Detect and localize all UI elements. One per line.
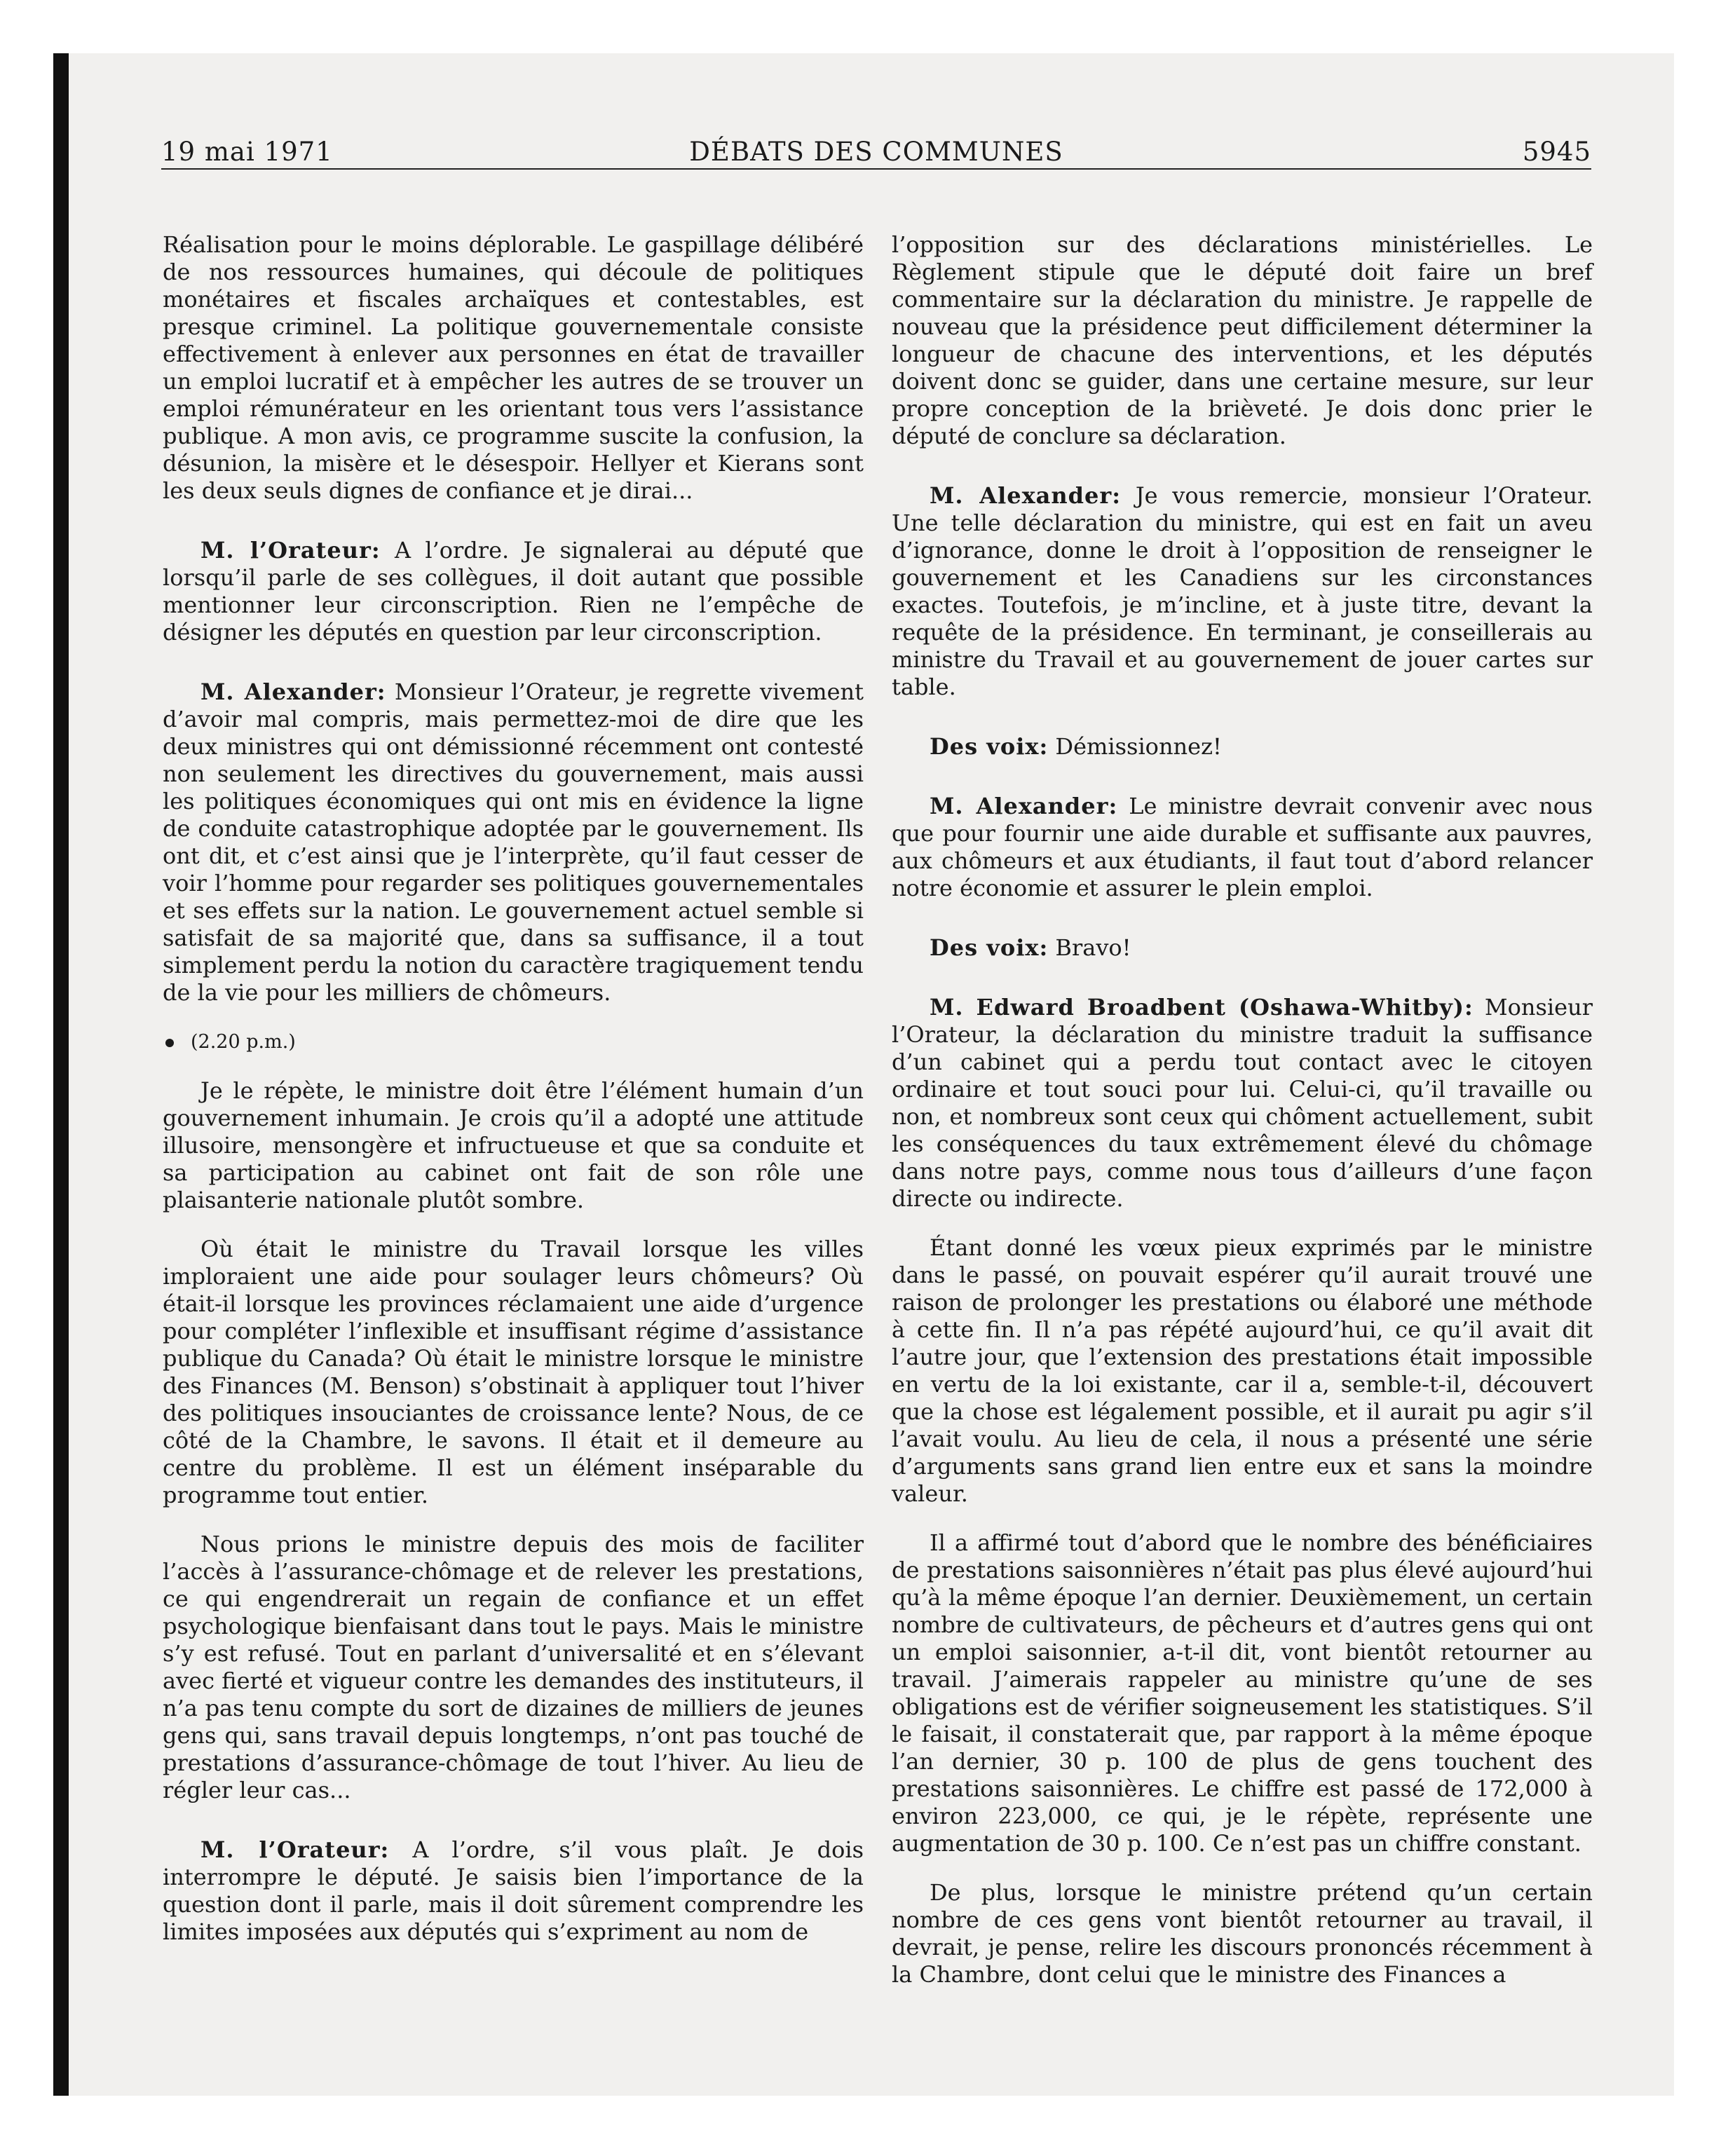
paragraph [892,994,1593,1213]
paragraph [163,537,864,646]
paragraph [892,733,1593,760]
speech-text: Bravo! [1048,934,1131,961]
page-header [161,136,1591,170]
paragraph [892,793,1593,902]
speech-text: A l’ordre, s’il vous plaît. Je dois interrompre le député. Je saisis bien l’importance de la question dont il parle, mais il doit sûrement comprendre les limites imposées aux députés qui s’expriment au nom de [163,1836,864,1945]
speaker-name: M. l’Orateur: [200,537,381,564]
paragraph: Nous prions le ministre depuis des mois de faciliter l’accès à l’assurance-chômage et de relever les prestations, ce qui engendrerait un regain de confiance et un effet psychologique bienfaisant dans tout le pays. Mais le ministre s’y est refusé. Tout en parlant d’universalité et en s’élevant avec fierté et vigueur contre les demandes des instituteurs, il n’a pas tenu compte du sort de dizaines de milliers de jeunes gens qui, sans travail depuis longtemps, n’ont pas touché de prestations d’assurance-chômage de tout l’hiver. Au lieu de régler leur cas... [163,1531,864,1803]
speech-text: Démissionnez! [1048,733,1222,760]
speaker-name: M. Alexander: [930,793,1118,819]
paragraph [892,482,1593,701]
time-marker [163,1028,864,1056]
paragraph: Il a affirmé tout d’abord que le nombre des bénéficiaires de prestations saisonnières n’était pas plus élevé aujourd’hui qu’à la même époque l’an dernier. Deuxièmement, un certain nombre de cultivateurs, de pêcheurs et d’autres gens qui ont un emploi saisonnier, a-t-il dit, vont bientôt retourner au travail. J’aimerais rappeler au ministre qu’une de ses obligations est de vérifier soigneusement les statistiques. S’il le faisait, il constaterait que, par rapport à la même époque l’an dernier, 30 p. 100 de plus de gens touchent des prestations saisonnières. Le chiffre est passé de 172,000 à environ 223,000, ce qui, je le répète, représente une augmentation de 30 p. 100. Ce n’est pas un chiffre constant. [892,1529,1593,1857]
bullet-dot-icon [165,1039,174,1047]
paragraph: Où était le ministre du Travail lorsque les villes imploraient une aide pour soulager leurs chômeurs? Où était-il lorsque les provinces réclamaient une aide d’urgence pour compléter l’inflexible et insuffisant régime d’assistance publique du Canada? Où était le ministre lorsque le ministre des Finances (M. Benson) s’obstinait à appliquer tout l’hiver des politiques insouciantes de croissance lente? Nous, de ce côté de la Chambre, le savons. Il était et il demeure au centre du problème. Il est un élément inséparable du programme tout entier. [163,1236,864,1508]
paragraph: l’opposition sur des déclarations ministérielles. Le Règlement stipule que le député doit faire un bref commentaire sur la déclaration du ministre. Je rappelle de nouveau que la présidence peut difficilement déterminer la longueur de chacune des interventions, et les députés doivent donc se guider, dans une certaine mesure, sur leur propre conception de la brièveté. Je dois donc prier le député de conclure sa déclaration. [892,231,1593,449]
header-date: 19 mai 1971 [161,137,333,167]
page-number: 5945 [1522,137,1591,167]
left-column [163,231,864,1967]
paragraph [163,678,864,1007]
paragraph: De plus, lorsque le ministre prétend qu’un certain nombre de ces gens vont bientôt retourner au travail, il devrait, je pense, relire les discours prononcés récemment à la Chambre, dont celui que le ministre des Finances a [892,1879,1593,1988]
speech-text: Monsieur l’Orateur, la déclaration du ministre traduit la suffisance d’un cabinet qui a perdu tout contact avec le citoyen ordinaire et tout souci pour lui. Celui-ci, qu’il travaille ou non, et nombreux sont ceux qui chôment actuellement, subit les conséquences du taux extrêmement élevé du chômage dans notre pays, comme nous tous d’ailleurs d’une façon directe ou indirecte. [892,994,1593,1212]
speech-text: Je vous remercie, monsieur l’Orateur. Une telle déclaration du ministre, qui est en fait un aveu d’ignorance, donne le droit à l’opposition de renseigner le gouvernement et les Canadiens sur les circonstances exactes. Toutefois, je m’incline, et à juste titre, devant la requête de la présidence. En terminant, je conseillerais au ministre du Travail et au gouvernement de jouer cartes sur table. [892,482,1593,700]
speech-text: A l’ordre. Je signalerai au député que lorsqu’il parle de ses collègues, il doit autant que possible mentionner leur circonscription. Rien ne l’empêche de désigner les députés en question par leur circonscription. [163,537,864,646]
paragraph [163,1836,864,1946]
speaker-name: M. Edward Broadbent (Oshawa-Whitby): [930,994,1474,1021]
paragraph: Je le répète, le ministre doit être l’élément humain d’un gouvernement inhumain. Je crois qu’il a adopté une attitude illusoire, mensongère et infructueuse et que sa conduite et sa participation au cabinet ont fait de son rôle une plaisanterie nationale plutôt sombre. [163,1077,864,1213]
time-text: (2.20 p.m.) [191,1031,296,1053]
right-column [892,231,1593,2010]
paragraph: Réalisation pour le moins déplorable. Le gaspillage délibéré de nos ressources humaines, qui découle de politiques monétaires et fiscales archaïques et contestables, est presque criminel. La politique gouvernementale consiste effectivement à enlever aux personnes en état de travailler un emploi lucratif et à empêcher les autres de se trouver un emploi rémunérateur en les orientant tous vers l’assistance publique. A mon avis, ce programme suscite la confusion, la désunion, la misère et le désespoir. Hellyer et Kierans sont les deux seuls dignes de confiance et je dirai... [163,231,864,504]
speech-text: Le ministre devrait convenir avec nous que pour fournir une aide durable et suffisante aux pauvres, aux chômeurs et aux étudiants, il faut tout d’abord relancer notre économie et assurer le plein emploi. [892,793,1593,901]
paragraph [892,934,1593,962]
speaker-name: Des voix: [930,733,1049,760]
speech-text: Monsieur l’Orateur, je regrette vivement d’avoir mal compris, mais permettez-moi de dire que les deux ministres qui ont démissionné récemment ont contesté non seulement les directives du gouvernement, mais aussi les politiques économiques qui ont mis en évidence la ligne de conduite catastrophique adoptée par le gouvernement. Ils ont dit, et c’est ainsi que je l’interprète, qu’il faut cesser de voir l’homme pour regarder ses politiques gouvernementales et ses effets sur la nation. Le gouvernement actuel semble si satisfait de sa majorité que, dans sa suffisance, il a tout simplement perdu la notion du caractère tragiquement tendu de la vie pour les milliers de chômeurs. [163,678,864,1006]
scan-edge [53,53,69,2096]
speaker-name: Des voix: [930,934,1049,961]
speaker-name: M. l’Orateur: [200,1836,390,1863]
speaker-name: M. Alexander: [200,678,386,705]
header-title: DÉBATS DES COMMUNES [689,137,1063,167]
speaker-name: M. Alexander: [930,482,1122,509]
paragraph: Étant donné les vœux pieux exprimés par le ministre dans le passé, on pouvait espérer qu’il aurait trouvé une raison de prolonger les prestations ou élaboré une méthode à cette fin. Il n’a pas répété aujourd’hui, ce qu’il avait dit l’autre jour, que l’extension des prestations était impossible en vertu de la loi existante, car il a, semble-t-il, découvert que la chose est légalement possible, et il aurait pu agir s’il l’avait voulu. Au lieu de cela, il nous a présenté une série d’arguments sans grand lien entre eux et sans la moindre valeur. [892,1234,1593,1507]
